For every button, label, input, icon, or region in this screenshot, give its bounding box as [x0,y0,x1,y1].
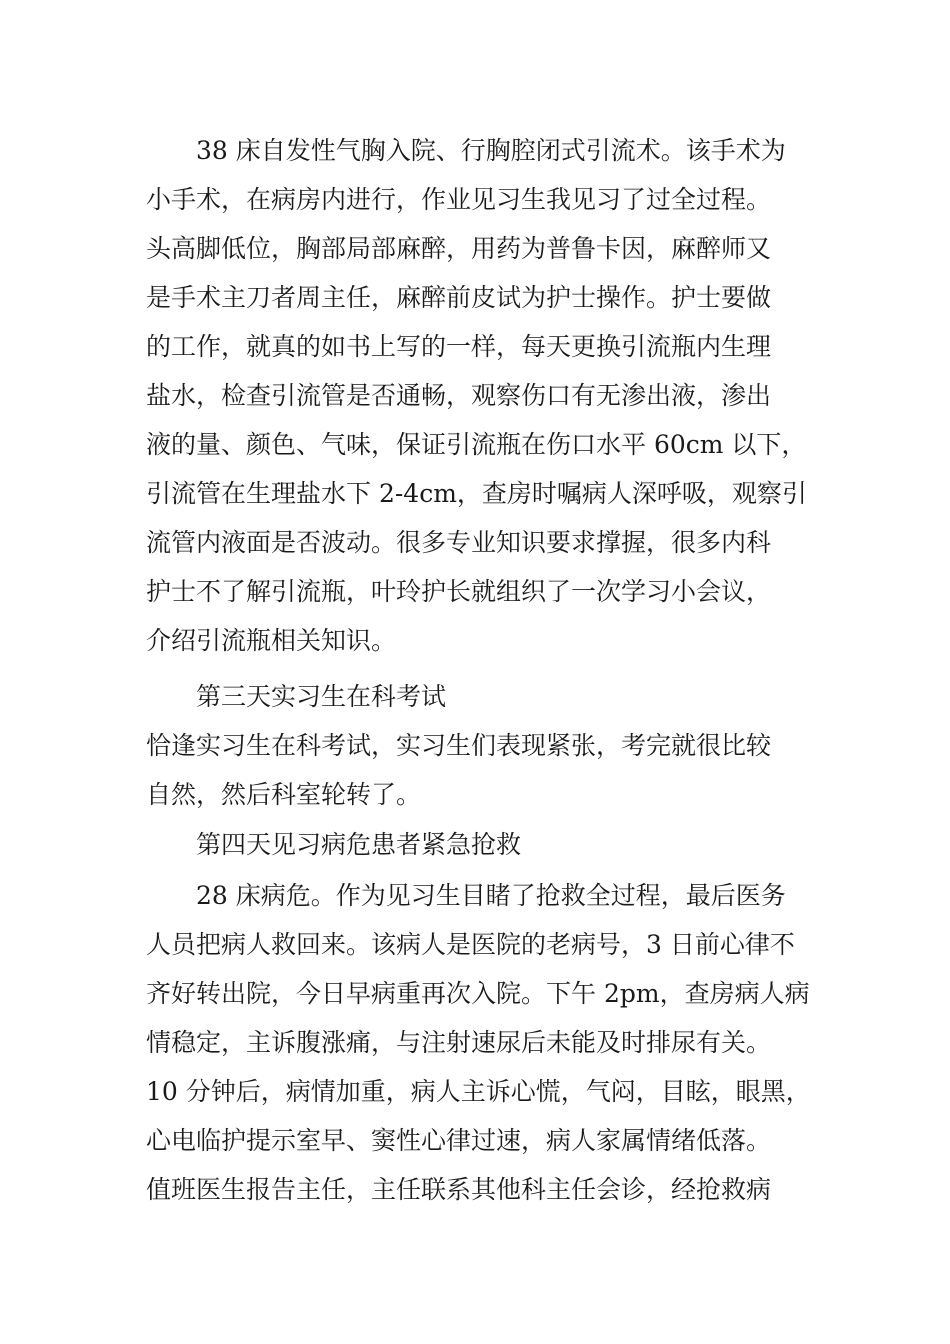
text-line: 自然，然后科室轮转了。 [146,780,422,809]
text-line: 28 床病危。作为见习生目睹了抢救全过程，最后医务 [196,881,786,910]
section-heading: 第四天见习病危患者紧急抢救 [196,830,522,859]
text-line: 恰逢实习生在科考试，实习生们表现紧张，考完就很比较 [146,731,772,760]
text-line: 的工作，就真的如书上写的一样，每天更换引流瓶内生理 [146,332,772,361]
text-line: 心电临护提示室早、窦性心律过速，病人家属情绪低落。 [146,1126,772,1155]
text-line: 盐水，检查引流管是否通畅，观察伤口有无渗出液，渗出 [146,381,772,410]
text-line: 流管内液面是否波动。很多专业知识要求撑握，很多内科 [146,528,772,557]
text-line: 护士不了解引流瓶，叶玲护长就组织了一次学习小会议， [146,577,772,606]
text-line: 头高脚低位，胸部局部麻醉，用药为普鲁卡因，麻醉师又 [146,234,772,263]
text-line: 10 分钟后，病情加重，病人主诉心慌，气闷，目眩，眼黑， [146,1077,811,1106]
text-line: 引流管在生理盐水下 2-4cm，查房时嘱病人深呼吸，观察引 [146,479,807,508]
text-line: 是手术主刀者周主任，麻醉前皮试为护士操作。护士要做 [146,283,772,312]
text-line: 人员把病人救回来。该病人是医院的老病号，3 日前心律不 [146,930,795,959]
text-line: 介绍引流瓶相关知识。 [146,626,397,655]
text-line: 液的量、颜色、气味，保证引流瓶在伤口水平 60cm 以下， [146,430,807,459]
text-line: 38 床自发性气胸入院、行胸腔闭式引流术。该手术为 [196,136,786,165]
text-line: 小手术，在病房内进行，作业见习生我见习了过全过程。 [146,185,772,214]
text-line: 情稳定，主诉腹涨痛，与注射速尿后未能及时排尿有关。 [146,1028,772,1057]
text-line: 值班医生报告主任，主任联系其他科主任会诊，经抢救病 [146,1175,772,1204]
section-heading: 第三天实习生在科考试 [196,682,447,711]
text-line: 齐好转出院，今日早病重再次入院。下午 2pm，查房病人病 [146,979,810,1008]
